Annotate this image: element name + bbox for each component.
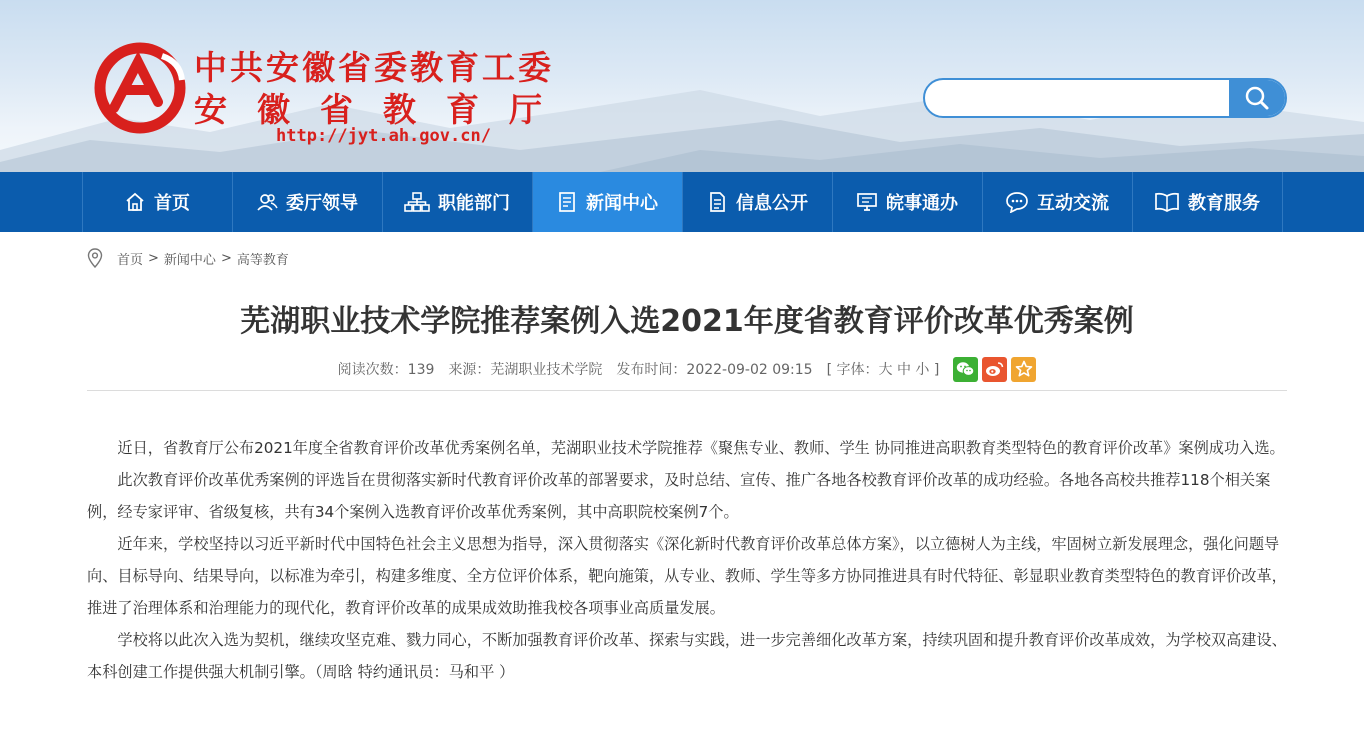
- wechat-icon: [956, 361, 975, 377]
- nav-label: 互动交流: [1037, 193, 1109, 214]
- share-buttons: [953, 357, 1036, 382]
- nav-label: 首页: [154, 193, 190, 214]
- home-icon: [124, 191, 146, 213]
- publish-time: 发布时间：2022-09-02 09:15: [616, 362, 813, 378]
- breadcrumb-separator: >: [148, 250, 159, 266]
- site-title-line1: 中共安徽省委教育工委: [194, 48, 554, 87]
- article-source: 来源：芜湖职业技术学院: [448, 362, 603, 378]
- nav-item-departments[interactable]: [383, 172, 533, 232]
- nav-label: 新闻中心: [586, 193, 658, 214]
- site-header: [0, 0, 1364, 172]
- search-input[interactable]: [939, 80, 1223, 118]
- nav-item-interaction[interactable]: [983, 172, 1133, 232]
- nav-label: 教育服务: [1188, 193, 1260, 214]
- main-nav: [0, 172, 1364, 232]
- nav-item-edu-services[interactable]: [1133, 172, 1283, 232]
- article-paragraph: 学校将以此次入选为契机，继续攻坚克难、戮力同心，不断加强教育评价改革、探索与实践，进一步完善细化改革方案，持续巩固和提升教育评价改革成效，为学校双高建设、本科创建工作提供强大机制引擎。（周晗 特约通讯员：马和平 ）: [87, 631, 1287, 681]
- breadcrumb-home[interactable]: 首页: [117, 252, 144, 268]
- nav-item-disclosure[interactable]: [683, 172, 833, 232]
- nav-label: 皖事通办: [886, 193, 958, 214]
- search-box: [923, 78, 1287, 118]
- article-title: 芜湖职业技术学院推荐案例入选2021年度省教育评价改革优秀案例: [240, 304, 1134, 339]
- nav-label: 委厅领导: [286, 193, 358, 214]
- title-divider: [87, 390, 1287, 391]
- document-icon: [706, 191, 728, 213]
- share-weibo-button[interactable]: [982, 357, 1007, 382]
- article-paragraph: 近年来，学校坚持以习近平新时代中国特色社会主义思想为指导，深入贯彻落实《深化新时代教育评价改革总体方案》，以立德树人为主线，牢固树立新发展理念，强化问题导向、目标导向、结果导向，以标准为牵引，构建多维度、全方位评价体系，靶向施策，从专业、教师、学生等多方协同推进具有时代特征、彰显职业教育类型特色的教育评价改革，推进了治理体系和治理能力的现代化，教育评价改革的成果成效助推我校各项事业高质量发展。: [87, 535, 1287, 617]
- view-count: 阅读次数：139: [337, 362, 435, 378]
- font-size-switcher[interactable]: [ 字体：大 中 小 ]: [826, 362, 940, 378]
- users-icon: [256, 191, 278, 213]
- nav-label: 信息公开: [736, 193, 808, 214]
- breadcrumb: [87, 248, 289, 268]
- chat-icon: [1005, 191, 1029, 213]
- book-icon: [1154, 191, 1180, 213]
- search-icon: [1244, 85, 1270, 111]
- breadcrumb-separator: >: [220, 250, 232, 266]
- article-meta: [87, 354, 1287, 384]
- article-paragraph: 近日，省教育厅公布2021年度全省教育评价改革优秀案例名单，芜湖职业技术学院推荐《聚焦专业、教师、学生 协同推进高职教育类型特色的教育评价改革》案例成功入选。: [117, 439, 1285, 457]
- monitor-icon: [856, 191, 878, 213]
- news-icon: [556, 191, 578, 213]
- article-paragraph: 此次教育评价改革优秀案例的评选旨在贯彻落实新时代教育评价改革的部署要求，及时总结、宣传、推广各地各校教育评价改革的成功经验。各地各高校共推荐118个相关案例，经专家评审、省级复核，共有34个案例入选教育评价改革优秀案例，其中高职院校案例7个。: [87, 471, 1271, 521]
- logo-icon[interactable]: [92, 38, 188, 134]
- favorite-star-icon: [1015, 360, 1033, 378]
- nav-item-news[interactable]: [533, 172, 683, 232]
- share-wechat-button[interactable]: [953, 357, 978, 382]
- breadcrumb-higher-education[interactable]: 高等教育: [236, 252, 289, 268]
- article-body: [87, 432, 1287, 688]
- nav-item-leaders[interactable]: [233, 172, 383, 232]
- org-chart-icon: [404, 191, 430, 213]
- location-pin-icon: [87, 248, 103, 268]
- site-url: http://jyt.ah.gov.cn/: [276, 126, 491, 146]
- breadcrumb-news-center[interactable]: 新闻中心: [163, 252, 216, 268]
- search-button[interactable]: [1229, 80, 1285, 116]
- nav-label: 职能部门: [438, 193, 510, 214]
- weibo-icon: [985, 361, 1004, 377]
- site-title-line2: 安徽省教育厅: [194, 90, 572, 129]
- share-favorite-button[interactable]: [1011, 357, 1036, 382]
- nav-item-home[interactable]: [83, 172, 233, 232]
- nav-item-services-online[interactable]: [833, 172, 983, 232]
